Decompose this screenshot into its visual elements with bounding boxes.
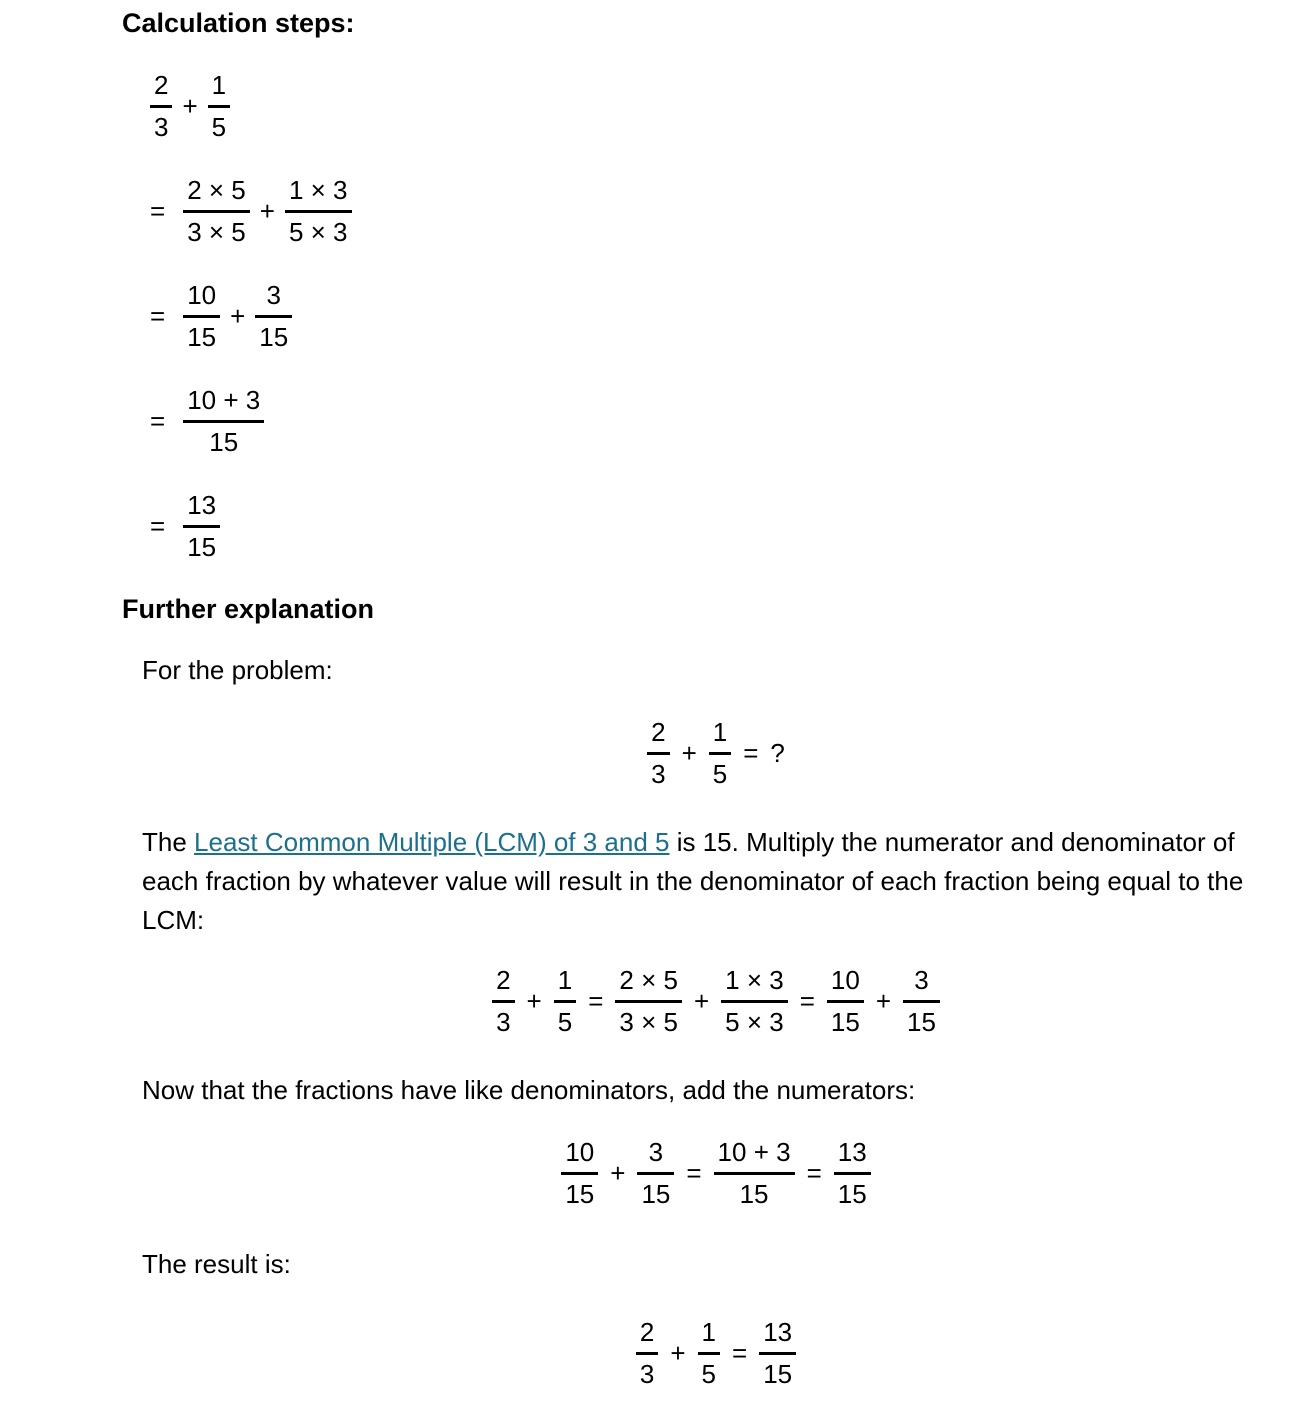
fraction-numerator: 10	[565, 1137, 595, 1167]
fraction-denominator: 3 × 5	[183, 210, 250, 249]
plus-operator: +	[526, 986, 542, 1016]
calculation-steps-block	[150, 69, 1312, 564]
fraction-denominator: 15	[561, 1172, 598, 1211]
fraction-denominator: 3	[636, 1352, 658, 1391]
fraction-numerator: 3	[914, 965, 929, 995]
result-text: The result is:	[142, 1249, 291, 1279]
fraction-2-3	[636, 1316, 658, 1391]
fraction-denominator: 15	[759, 1352, 796, 1391]
fraction-numerator: 10 + 3	[717, 1137, 791, 1167]
lcm-link[interactable]: Least Common Multiple (LCM) of 3 and 5	[194, 827, 670, 857]
fraction-denominator: 3	[647, 752, 669, 791]
fraction-numerator: 10	[830, 965, 860, 995]
equals-sign: =	[150, 196, 166, 226]
equation-final	[142, 1316, 1290, 1391]
step-final-result	[150, 489, 1312, 564]
plus-operator: +	[259, 196, 275, 226]
fraction-numerator: 3	[266, 280, 281, 310]
fraction-denominator: 5 × 3	[285, 210, 352, 249]
fraction-2x5-3x5	[615, 964, 682, 1039]
fraction-numerator: 13	[837, 1137, 867, 1167]
equation-add-numerators	[142, 1136, 1290, 1211]
lcm-text-after: is 15. Multiply the numerator and denominator of each fraction by whatever value will result in the denominator of each fraction being equal to the LCM:	[142, 827, 1244, 935]
equals-sign: =	[686, 1158, 702, 1188]
fraction-numerator: 1 × 3	[288, 175, 348, 205]
question-mark: ?	[770, 738, 785, 768]
equals-sign: =	[150, 406, 166, 436]
fraction-numerator: 10 + 3	[187, 385, 261, 415]
fraction-1x3-5x3	[721, 964, 788, 1039]
fraction-10-15	[561, 1136, 598, 1211]
equation-problem	[142, 716, 1290, 791]
equals-sign: =	[732, 1338, 748, 1368]
lcm-paragraph	[142, 823, 1292, 940]
fraction-denominator: 3	[150, 105, 172, 144]
fraction-3-15	[903, 964, 940, 1039]
fraction-3-15	[637, 1136, 674, 1211]
plus-operator: +	[875, 986, 891, 1016]
fraction-numerator: 13	[763, 1317, 793, 1347]
equation-expand	[142, 964, 1290, 1039]
fraction-denominator: 15	[183, 420, 264, 459]
fraction-numerator: 1	[211, 70, 227, 100]
fraction-denominator: 15	[183, 315, 220, 354]
plus-operator: +	[681, 738, 697, 768]
fraction-denominator: 5	[554, 1000, 576, 1039]
fraction-numerator: 2	[496, 965, 511, 995]
plus-operator: +	[230, 301, 246, 331]
equals-sign: =	[150, 301, 166, 331]
fraction-1x3-5x3	[285, 174, 352, 249]
fraction-denominator: 5	[698, 1352, 720, 1391]
plus-operator: +	[182, 91, 198, 121]
lcm-text-before: The	[142, 827, 187, 857]
fraction-numerator: 3	[648, 1137, 664, 1167]
calculation-steps-heading: Calculation steps:	[122, 8, 355, 38]
equals-sign: =	[588, 986, 604, 1016]
fraction-denominator: 3 × 5	[615, 1000, 682, 1039]
fraction-denominator: 15	[255, 315, 292, 354]
fraction-numerator: 10	[187, 280, 217, 310]
fraction-denominator: 3	[492, 1000, 514, 1039]
fraction-denominator: 5	[208, 105, 230, 144]
fraction-10plus3-15	[183, 384, 264, 459]
fraction-numerator: 2	[651, 717, 666, 747]
fraction-10-15	[827, 964, 864, 1039]
fraction-2-3	[492, 964, 514, 1039]
step-add-numerators	[150, 384, 1312, 459]
fraction-1-5	[208, 69, 230, 144]
fraction-2-3	[150, 69, 172, 144]
fraction-numerator: 2 × 5	[187, 175, 246, 205]
fraction-denominator: 15	[903, 1000, 940, 1039]
fraction-10-15	[183, 279, 220, 354]
step-expand-fractions	[150, 174, 1312, 249]
fraction-numerator: 2 × 5	[619, 965, 678, 995]
step-original-expression	[150, 69, 1312, 144]
fraction-2-3	[647, 716, 669, 791]
fraction-2x5-3x5	[183, 174, 250, 249]
fraction-3-15	[255, 279, 292, 354]
step-common-denominator	[150, 279, 1312, 354]
fraction-13-15	[834, 1136, 871, 1211]
fraction-denominator: 5	[709, 752, 731, 791]
fraction-denominator: 15	[714, 1172, 795, 1211]
fraction-numerator: 1	[712, 717, 728, 747]
fraction-numerator: 2	[639, 1317, 655, 1347]
fraction-numerator: 2	[154, 70, 169, 100]
for-the-problem-text: For the problem:	[142, 655, 333, 685]
equals-sign: =	[806, 1158, 822, 1188]
fraction-10plus3-15	[714, 1136, 795, 1211]
equals-sign: =	[743, 738, 759, 768]
fraction-denominator: 5 × 3	[721, 1000, 788, 1039]
fraction-numerator: 1	[701, 1317, 716, 1347]
fraction-denominator: 15	[183, 525, 220, 564]
fraction-1-5	[709, 716, 731, 791]
fraction-1-5	[554, 964, 576, 1039]
equals-sign: =	[799, 986, 815, 1016]
fraction-denominator: 15	[827, 1000, 864, 1039]
fraction-numerator: 1 × 3	[725, 965, 784, 995]
fraction-denominator: 15	[834, 1172, 871, 1211]
fraction-numerator: 13	[187, 490, 217, 520]
fraction-13-15	[759, 1316, 796, 1391]
fraction-numerator: 1	[557, 965, 573, 995]
plus-operator: +	[693, 986, 710, 1016]
plus-operator: +	[670, 1338, 686, 1368]
further-explanation-heading: Further explanation	[122, 594, 375, 624]
equals-sign: =	[150, 511, 166, 541]
like-denominators-text: Now that the fractions have like denominators, add the numerators:	[142, 1075, 916, 1105]
plus-operator: +	[610, 1158, 626, 1188]
fraction-denominator: 15	[637, 1172, 674, 1211]
fraction-13-15	[183, 489, 220, 564]
fraction-1-5	[698, 1316, 720, 1391]
